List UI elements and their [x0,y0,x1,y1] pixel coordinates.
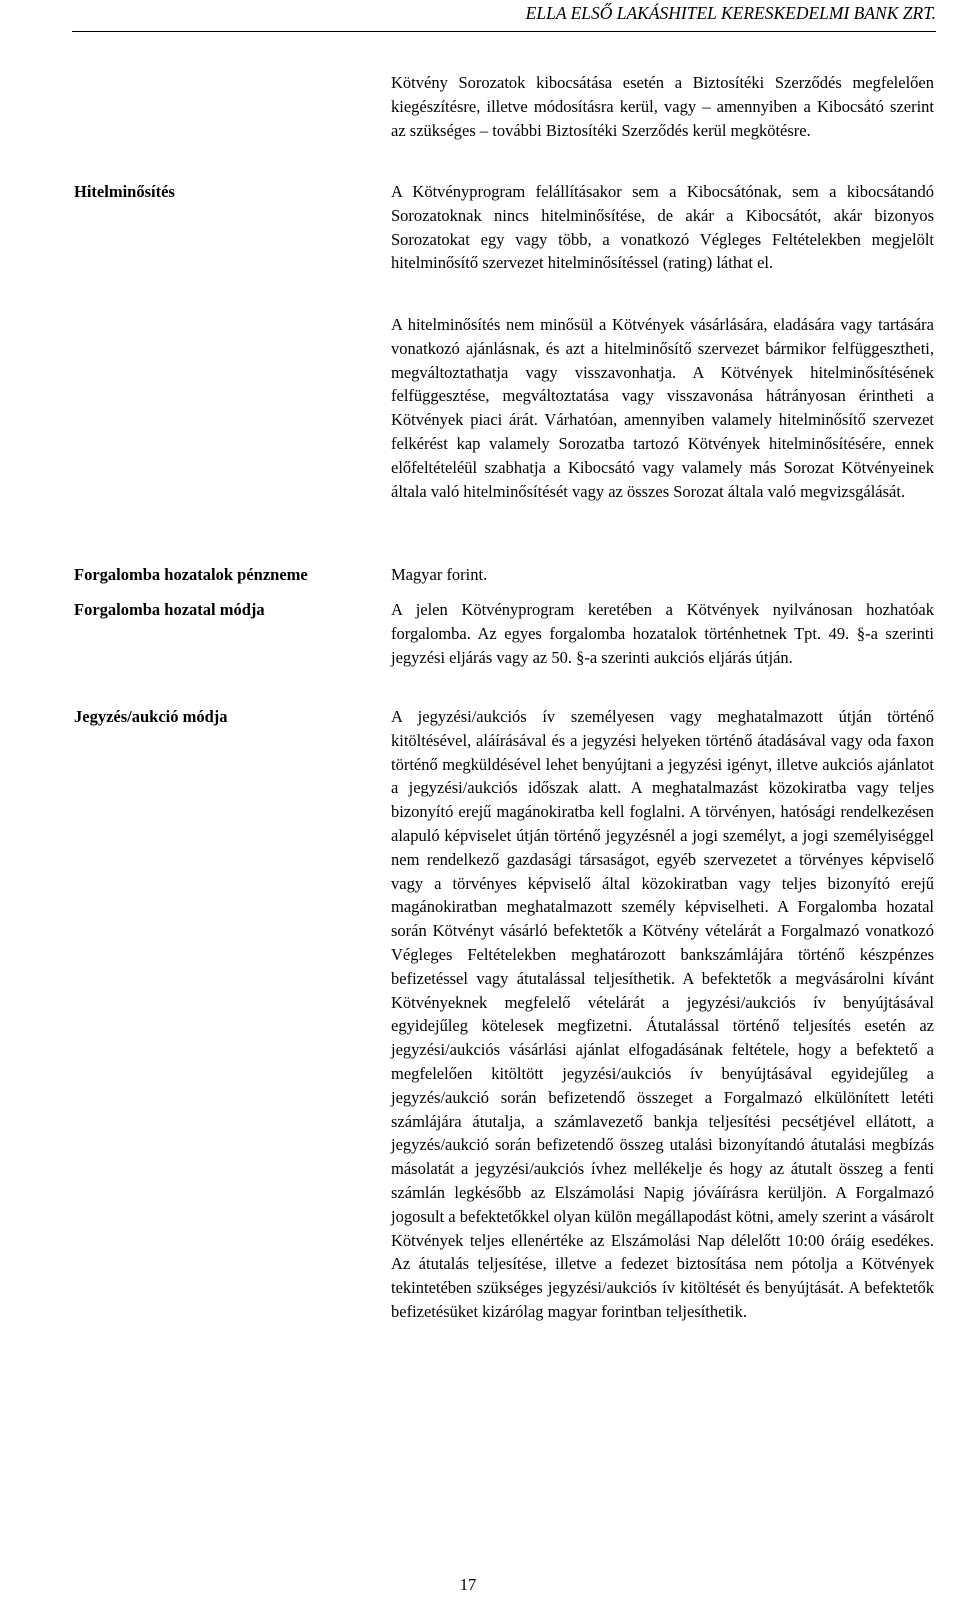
document-header: ELLA ELSŐ LAKÁSHITEL KERESKEDELMI BANK ZRT. [525,3,936,23]
currency-value: Magyar forint. [391,565,488,584]
method-label: Forgalomba hozatal módja [74,600,265,619]
method-paragraph: A jelen Kötvényprogram keretében a Kötvények nyilvánosan hozhatóak forgalomba. Az egyes forgalomba hozatalok történhetnek Tpt. 49. §-a szerinti jegyzési eljárás vagy az 50. §-a szerinti aukciós eljárás útján. [391,600,934,667]
intro-paragraph: Kötvény Sorozatok kibocsátása esetén a Biztosítéki Szerződés megfelelően kiegészítésre, illetve módosításra kerül, vagy – amennyiben a Kibocsátó szerint az szükséges – további Biztosítéki Szerződés kerül megkötésre. [391,73,934,140]
currency-label: Forgalomba hozatalok pénzneme [74,565,308,584]
rating-paragraph-2: A hitelminősítés nem minősül a Kötvények vásárlására, eladására vagy tartására vonatkozó ajánlásnak, és azt a hitelminősítő szervezet bármikor felfüggesztheti, megváltoztathatja vagy visszavonhatja. A Kötvények hitelminősítésének felfüggesztése, megváltoztatása vagy visszavonása hátrányosan érintheti a Kötvények piaci árát. Várhatóan, amennyiben valamely hitelminősítő szervezet felkérést kap valamely Sorozatba tartozó Kötvények hitelminősítésére, ennek előfeltételéül szabhatja a Kibocsátó vagy valamely más Sorozat Kötvényeinek általa való hitelminősítését vagy az összes Sorozat általa való megvizsgálását. [391,315,934,501]
subscription-paragraph: A jegyzési/aukciós ív személyesen vagy meghatalmazott útján történő kitöltésével, aláírásával és a jegyzési helyeken történő átadásával vagy oda faxon történő megküldésével lehet benyújtani a jegyzési igényt, illetve aukciós ajánlatot a jegyzési/aukciós időszak alatt. A meghatalmazást közokiratba vagy teljes bizonyító erejű magánokiratba kell foglalni. A törvényen, hatósági rendelkezésen alapuló képviselet útján történő jegyzésnél a jogi személyt, a jogi személyiséggel nem rendelkező gazdasági társaságot, egyéb szervezetet a törvényes képviselő vagy a törvényes képviselő által közokiratban vagy teljes bizonyító erejű magánokiratban meghatalmazott személy képviselheti. A Forgalomba hozatal során Kötvényt vásárló befektetők a Kötvény vételárát a Forgalmazó vonatkozó Végleges Feltételekben meghatározott bankszámlájára történő készpénzes befizetéssel vagy átutalással teljesíthetik. A befektetők a megvásárolni kívánt Kötvényeknek megfelelő vételárát a jegyzési/aukciós ív benyújtásával egyidejűleg kötelesek megfizetni. Átutalással történő teljesítés esetén az jegyzési/aukciós vásárlási ajánlat elfogadásának feltétele, hogy a befektető a megfelelően kitöltött jegyzési/aukciós ív benyújtásával egyidejűleg a jegyzés/aukció során befizetendő összeget a Forgalmazó elkülönített letéti számlájára átutalja, a számlavezető bankja teljesítési pecsétjével ellátott, a jegyzés/aukció során befizetendő összeg utalási bizonyítandó átutalási megbízás másolatát a jegyzési/aukciós ívhez mellékelje és hogy az átutalt összeg a fenti számlán legkésőbb az Elszámolási Napig jóváírásra kerüljön. A Forgalmazó jogosult a befektetőkkel olyan külön megállapodást kötni, amely szerint a vásárolt Kötvények teljes ellenértéke az Elszámolási Nap délelőtt 10:00 óráig esedékes. Az átutalás teljesítése, illetve a fedezet biztosítása nem pótolja a Kötvények tekintetében szükséges jegyzési/aukciós ív kitöltését és benyújtását. A befektetők befizetésüket kizárólag magyar forintban teljesíthetik. [391,707,934,1321]
rating-label: Hitelminősítés [74,182,175,201]
header-divider [72,31,936,32]
page-number: 17 [459,1575,477,1594]
rating-paragraph-1: A Kötvényprogram felállításakor sem a Kibocsátónak, sem a kibocsátandó Sorozatoknak nincs hitelminősítése, de akár a Kibocsátót, akár bizonyos Sorozatokat egy vagy több, a vonatkozó Végleges Feltételekben megjelölt hitelminősítő szervezet hitelminősítéssel (rating) láthat el. [391,182,934,273]
subscription-label: Jegyzés/aukció módja [74,707,228,726]
